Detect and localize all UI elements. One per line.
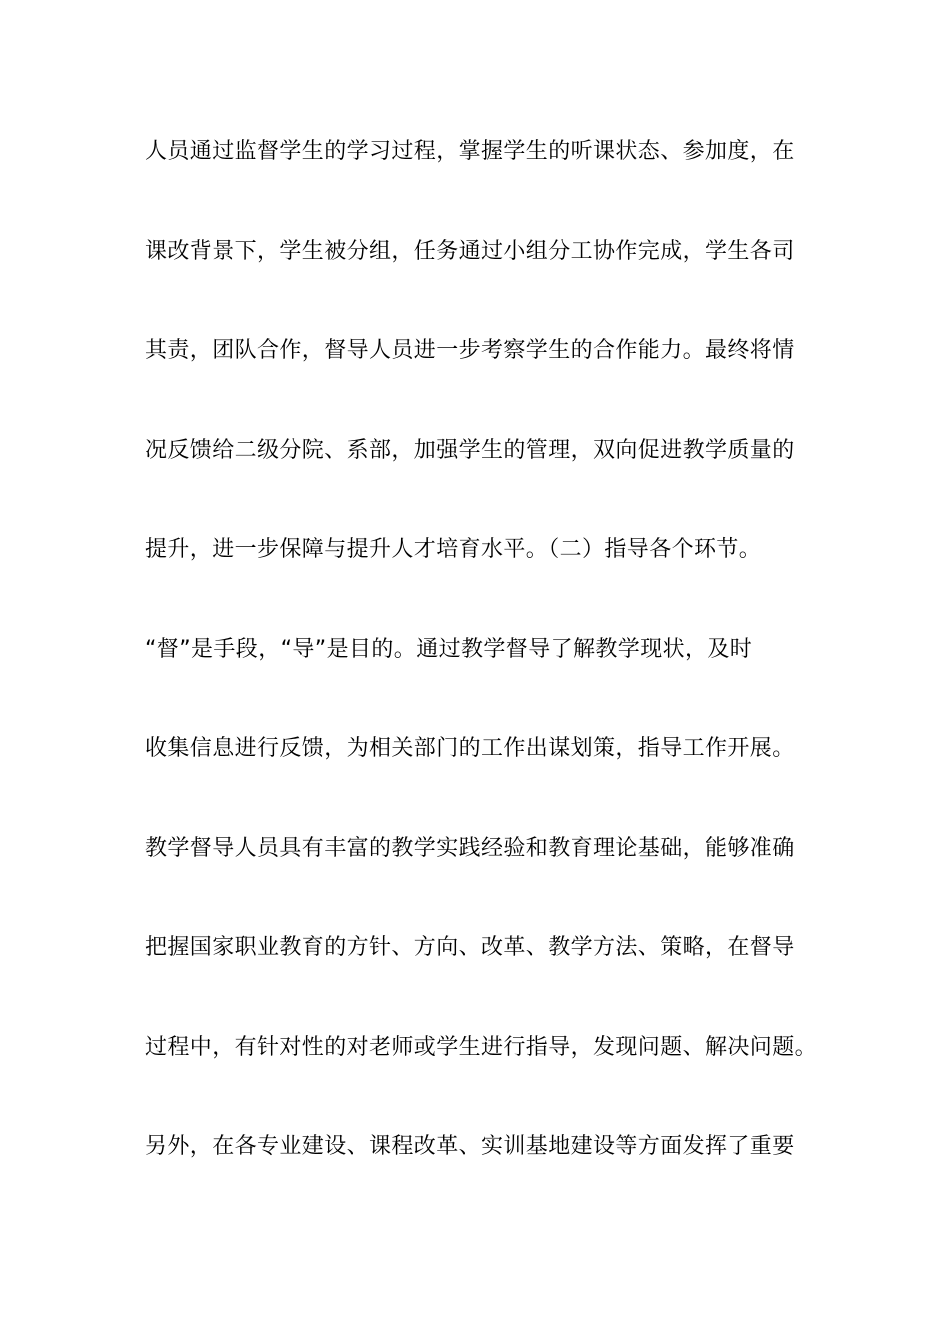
- text-line-11: 另外，在各专业建设、课程改革、实训基地建设等方面发挥了重要: [145, 1134, 795, 1159]
- text-line-6: “督”是手段，“导”是目的。通过教学督导了解教学现状，及时: [145, 636, 753, 662]
- text-line-3: 其责，团队合作，督导人员进一步考察学生的合作能力。最终将情: [145, 338, 795, 363]
- body-text: [145, 130, 845, 1225]
- text-line-1: 人员通过监督学生的学习过程，掌握学生的听课状态、参加度，在: [145, 139, 795, 164]
- text-line-2: 课改背景下，学生被分组，任务通过小组分工协作完成，学生各司: [145, 238, 795, 264]
- text-line-10: 过程中，有针对性的对老师或学生进行指导，发现问题、解决问题。: [145, 1034, 818, 1060]
- text-line-5: 提升，进一步保障与提升人才培育水平。（二）指导各个环节。: [145, 537, 762, 562]
- text-line-8: 教学督导人员具有丰富的教学实践经验和教育理论基础，能够准确: [145, 835, 795, 861]
- text-line-4: 况反馈给二级分院、系部，加强学生的管理，双向促进教学质量的: [145, 437, 795, 463]
- text-line-9: 把握国家职业教育的方针、方向、改革、教学方法、策略，在督导: [145, 935, 795, 960]
- text-line-7: 收集信息进行反馈，为相关部门的工作出谋划策，指导工作开展。: [145, 736, 795, 761]
